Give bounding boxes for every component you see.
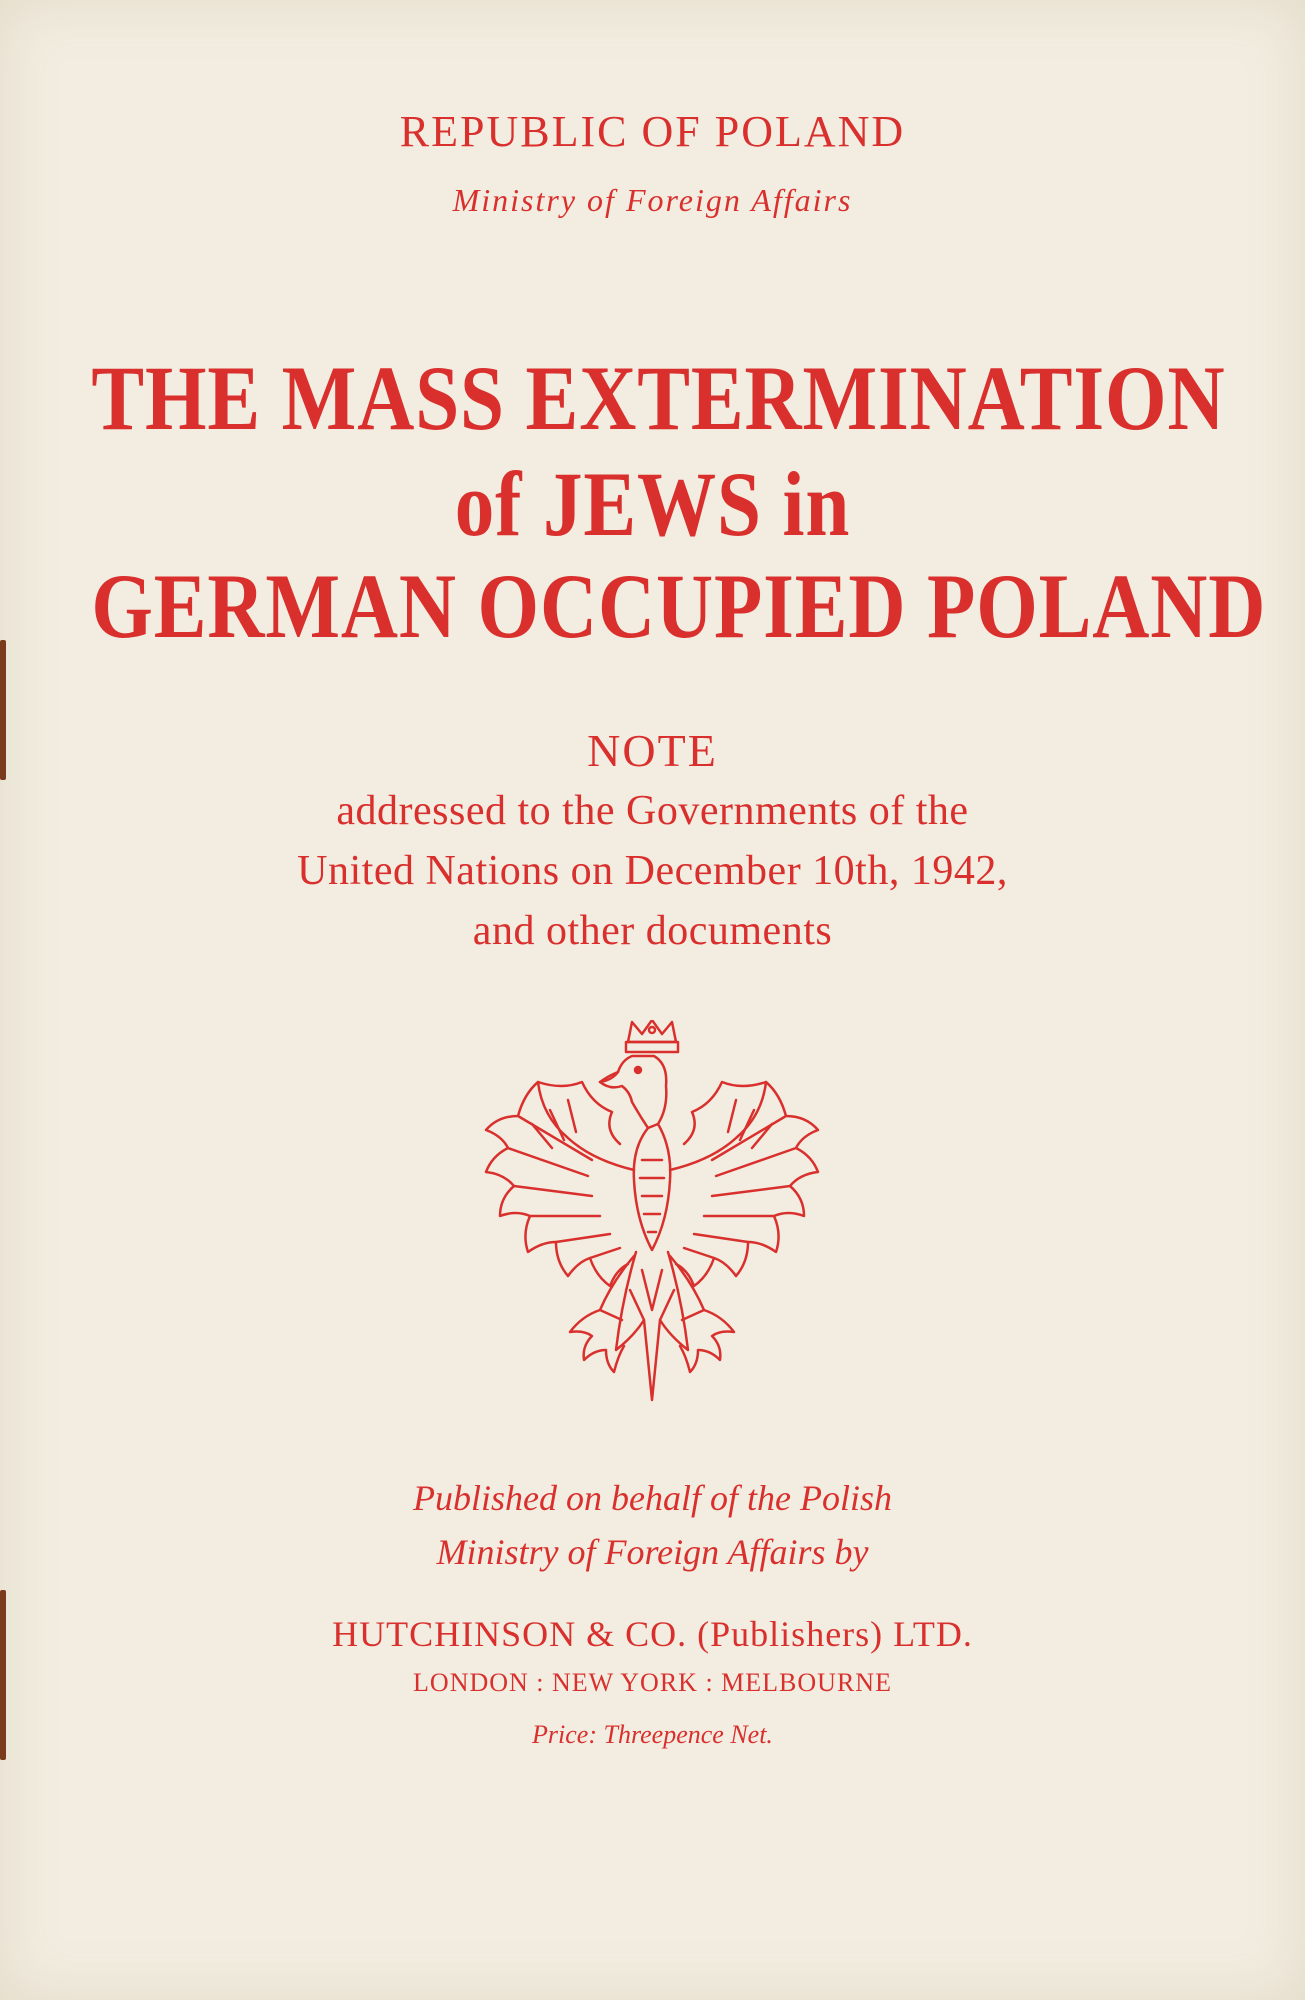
title-line-1: THE MASS EXTERMINATION [91,347,1226,449]
note-heading: NOTE [587,725,718,776]
republic-heading: REPUBLIC OF POLAND [399,107,906,156]
published-on-behalf-line: Published on behalf of the Polish [413,1478,892,1518]
note-line-3: and other documents [472,908,833,954]
price-line: Price: Threepence Net. [532,1720,773,1749]
title-line-2: of JEWS in [454,453,851,555]
polish-eagle-icon [472,1020,832,1420]
publisher-cities: LONDON : NEW YORK : MELBOURNE [413,1668,892,1697]
title-line-3: GERMAN OCCUPIED POLAND [91,555,1267,657]
note-line-1: addressed to the Governments of the [336,788,969,834]
ministry-by-line: Ministry of Foreign Affairs by [436,1532,869,1572]
publisher-name: HUTCHINSON & CO. (Publishers) LTD. [332,1614,973,1654]
note-line-2: United Nations on December 10th, 1942, [297,848,1008,894]
ministry-subheading: Ministry of Foreign Affairs [452,182,853,218]
